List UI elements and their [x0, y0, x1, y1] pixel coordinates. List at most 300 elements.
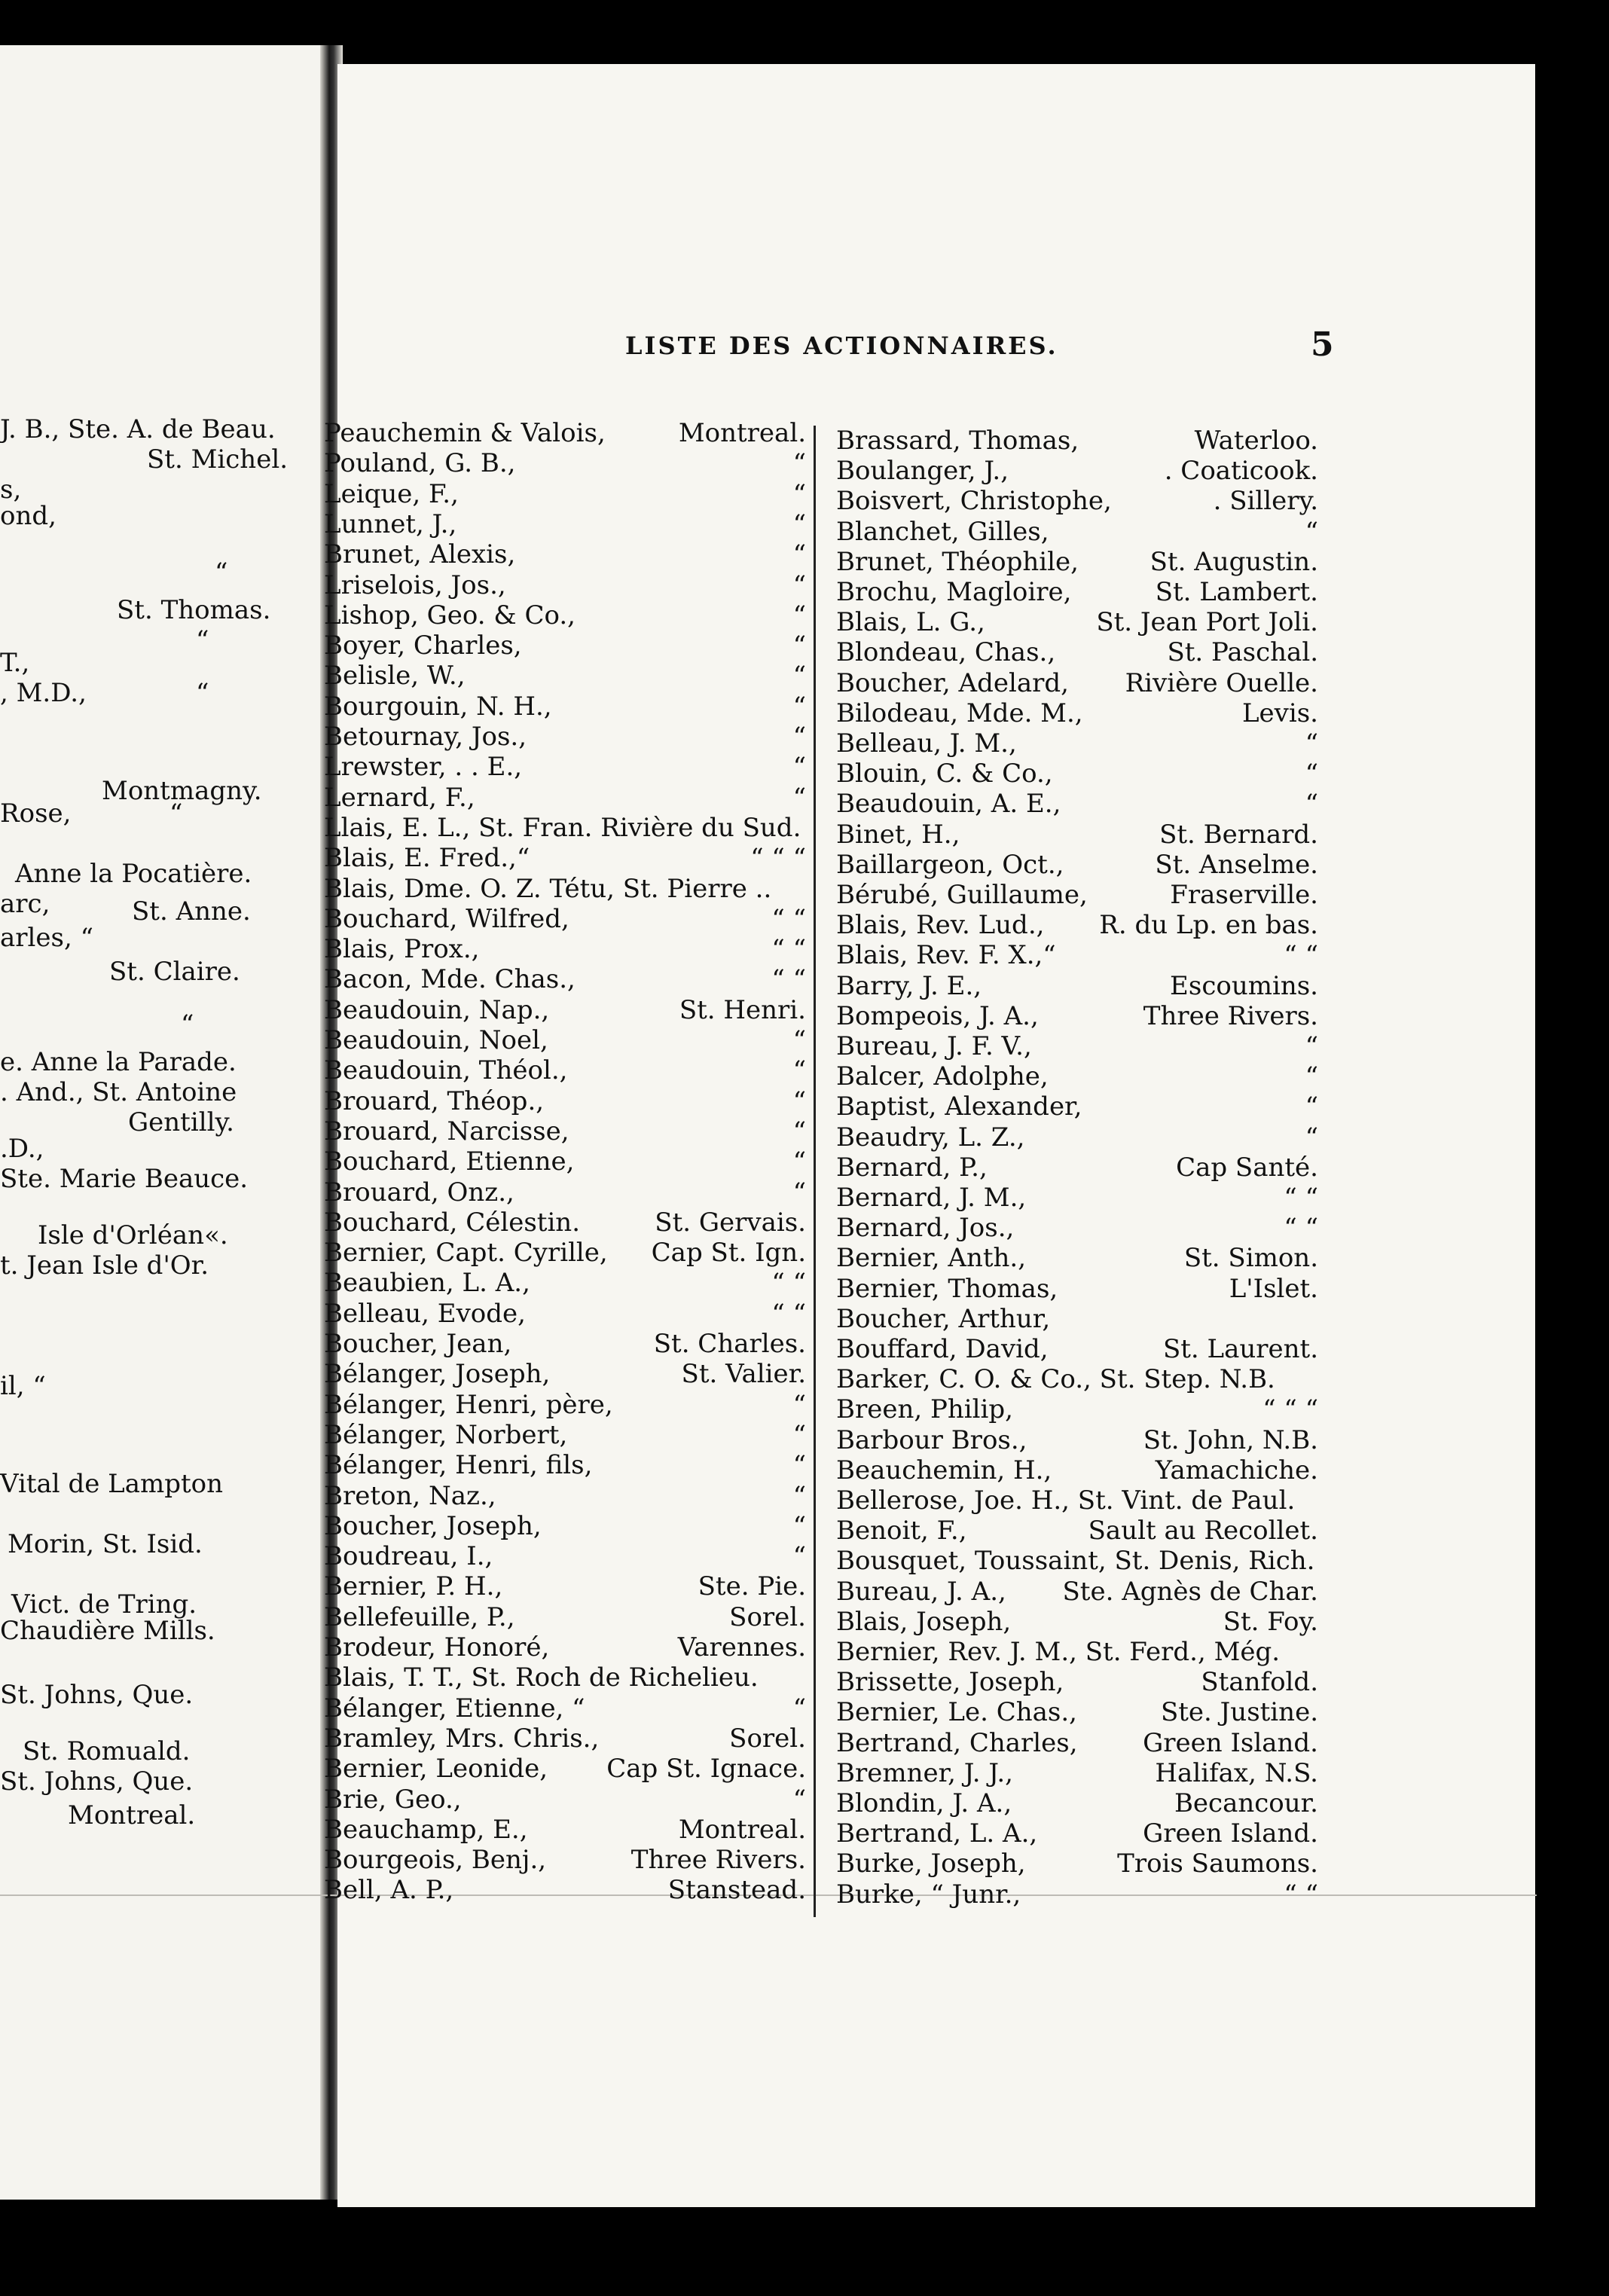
- shareholder-place: “ “: [1284, 940, 1318, 971]
- left-fragment-text: T.,: [0, 648, 30, 678]
- shareholder-name: Barbour Bros.,: [836, 1424, 1027, 1455]
- page-number: 5: [1311, 325, 1334, 364]
- shareholder-place: “ “: [771, 1268, 806, 1299]
- shareholder-entry: [836, 759, 1318, 789]
- shareholder-entry: [324, 1815, 806, 1845]
- shareholder-entry: [324, 539, 806, 569]
- shareholder-place: “ “: [771, 1298, 806, 1329]
- shareholder-name: Bertrand, L. A.,: [836, 1818, 1038, 1849]
- shareholder-entry: [836, 1274, 1318, 1304]
- shareholder-name: Bourgeois, Benj.,: [324, 1845, 547, 1876]
- shareholder-name: Barker, C. O. & Co., St. Step. N.B.: [836, 1364, 1275, 1395]
- shareholder-name: Brouard, Narcisse,: [324, 1116, 569, 1146]
- shareholder-place: Green Island.: [1143, 1727, 1318, 1758]
- shareholder-entry: [324, 874, 806, 904]
- shareholder-name: Bernier, Le. Chas.,: [836, 1697, 1077, 1728]
- shareholder-name: Llais, E. L., St. Fran. Rivière du Sud.: [324, 812, 801, 843]
- shareholder-place: “: [1305, 1092, 1318, 1122]
- shareholder-entry: [836, 456, 1318, 486]
- shareholder-place: Ste. Pie.: [698, 1571, 806, 1602]
- shareholder-entry: [324, 1208, 806, 1238]
- shareholder-entry: [324, 1299, 806, 1329]
- shareholder-name: Leique, F.,: [324, 478, 459, 509]
- shareholder-place: “: [792, 1450, 806, 1481]
- shareholder-place: Montreal.: [678, 1814, 806, 1845]
- shareholder-entry: [324, 1724, 806, 1754]
- shareholder-place: . Coaticook.: [1164, 456, 1318, 487]
- shareholder-place: St. Lambert.: [1155, 577, 1318, 607]
- shareholder-entry: [836, 1728, 1318, 1758]
- shareholder-place: St. Gervais.: [655, 1207, 806, 1238]
- shareholder-entry: [836, 517, 1318, 547]
- shareholder-name: Benoit, F.,: [836, 1516, 967, 1546]
- shareholder-name: Bélanger, Joseph,: [324, 1359, 551, 1390]
- shareholder-entry: [324, 1754, 806, 1784]
- shareholder-name: Beauchamp, E.,: [324, 1814, 528, 1845]
- left-fragment-text: ond,: [0, 501, 56, 531]
- shareholder-entry: [836, 668, 1318, 698]
- shareholder-place: . Sillery.: [1213, 486, 1318, 517]
- shareholder-place: “: [792, 630, 806, 661]
- left-fragment-text: St. Michel.: [147, 444, 288, 475]
- shareholder-place: “: [792, 448, 806, 479]
- shareholder-place: St. Bernard.: [1159, 819, 1318, 850]
- left-fragment-text: .D.,: [0, 1134, 44, 1164]
- shareholder-place: Waterloo.: [1194, 426, 1318, 456]
- shareholder-name: Bourgouin, N. H.,: [324, 691, 552, 722]
- shareholder-place: “: [1305, 516, 1318, 547]
- shareholder-name: Brochu, Magloire,: [836, 577, 1072, 607]
- shareholder-place: Trois Saumons.: [1117, 1849, 1318, 1879]
- shareholder-entry: [836, 1546, 1318, 1576]
- shareholder-name: Blouin, C. & Co.,: [836, 759, 1053, 789]
- shareholder-entry: [324, 783, 806, 813]
- shareholder-entry: [324, 1268, 806, 1298]
- left-fragment-text: Anne la Pocatière.: [15, 859, 252, 889]
- shareholder-entry: [836, 1092, 1318, 1122]
- shareholder-place: “ “: [1284, 1213, 1318, 1244]
- shareholder-name: Bernier, Capt. Cyrille,: [324, 1238, 608, 1269]
- shareholder-place: “: [792, 1419, 806, 1450]
- shareholder-place: “ “ “: [750, 843, 806, 874]
- shareholder-place: “ “: [771, 903, 806, 934]
- shareholder-entry: [324, 1390, 806, 1420]
- shareholder-entry: [324, 722, 806, 752]
- shareholder-name: Brouard, Théop.,: [324, 1085, 545, 1116]
- shareholder-entry: [324, 661, 806, 691]
- shareholder-name: Burke, Joseph,: [836, 1849, 1026, 1879]
- shareholder-entry: [836, 940, 1318, 970]
- shareholder-entry: [324, 1541, 806, 1571]
- shareholder-place: Cap St. Ignace.: [606, 1754, 806, 1785]
- shareholder-entry: [324, 479, 806, 509]
- left-fragment-text: St. Johns, Que.: [0, 1680, 194, 1710]
- shareholder-place: St. Charles.: [653, 1329, 806, 1359]
- shareholder-place: “: [792, 1480, 806, 1511]
- shareholder-name: Bernier, Anth.,: [836, 1243, 1027, 1274]
- left-fragment-text: St. Romuald.: [23, 1736, 191, 1766]
- shareholder-place: “: [792, 722, 806, 752]
- shareholder-name: Bacon, Mde. Chas.,: [324, 964, 576, 995]
- shareholder-name: Boucher, Joseph,: [324, 1510, 542, 1541]
- shareholder-name: Bureau, J. F. V.,: [836, 1031, 1032, 1061]
- shareholder-name: Bernard, J. M.,: [836, 1183, 1027, 1213]
- shareholder-name: Boulanger, J.,: [836, 456, 1009, 487]
- shareholder-entry: [836, 607, 1318, 637]
- shareholder-entry: [324, 1481, 806, 1511]
- shareholder-name: Bouchard, Célestin.: [324, 1207, 581, 1238]
- shareholder-place: St. Paschal.: [1167, 637, 1318, 668]
- shareholder-entry: [836, 1122, 1318, 1153]
- shareholder-name: Belisle, W.,: [324, 661, 466, 692]
- left-fragment-text: , M.D.,: [0, 678, 87, 708]
- shareholder-place: “: [792, 1510, 806, 1541]
- shareholder-entry: [324, 1359, 806, 1389]
- shareholder-entry: [324, 1177, 806, 1208]
- shareholder-name: Boucher, Arthur,: [836, 1303, 1051, 1334]
- shareholder-name: Betournay, Jos.,: [324, 722, 527, 752]
- shareholder-entry: [324, 995, 806, 1025]
- shareholder-name: Bernier, Leonide,: [324, 1754, 548, 1785]
- shareholder-entry: [836, 971, 1318, 1001]
- shareholder-name: Bompeois, J. A.,: [836, 1000, 1039, 1031]
- shareholder-place: “: [792, 1055, 806, 1086]
- shareholder-place: Levis.: [1241, 698, 1318, 728]
- shareholder-name: Bellefeuille, P.,: [324, 1601, 515, 1632]
- shareholder-entry: [324, 934, 806, 964]
- shareholder-name: Bélanger, Henri, père,: [324, 1389, 613, 1420]
- shareholder-place: L'Islet.: [1229, 1273, 1318, 1304]
- shareholder-name: Blais, Dme. O. Z. Tétu, St. Pierre ..: [324, 873, 772, 904]
- shareholder-entry: [324, 1329, 806, 1359]
- shareholder-name: Bramley, Mrs. Chris.,: [324, 1723, 600, 1754]
- shareholder-name: Belleau, J. M.,: [836, 728, 1017, 759]
- shareholder-name: Bremner, J. J.,: [836, 1757, 1013, 1788]
- shareholder-name: Bell, A. P.,: [324, 1875, 454, 1906]
- shareholder-name: Brouard, Onz.,: [324, 1177, 514, 1208]
- left-fragment-text: Chaudière Mills.: [0, 1616, 215, 1646]
- shareholder-name: Beaudouin, A. E.,: [836, 789, 1061, 820]
- shareholder-name: Lunnet, J.,: [324, 508, 457, 539]
- shareholder-entry: [836, 1849, 1318, 1879]
- shareholder-entry: [836, 1818, 1318, 1849]
- shareholder-place: Cap St. Ign.: [651, 1238, 806, 1269]
- left-fragment-text: St. Thomas.: [117, 595, 271, 625]
- shareholder-entry: [324, 1450, 806, 1480]
- shareholder-entry: [836, 1758, 1318, 1788]
- shareholder-entry: [836, 1153, 1318, 1183]
- left-fragment-text: J. B., Ste. A. de Beau.: [0, 414, 276, 444]
- shareholder-place: St. Laurent.: [1162, 1334, 1318, 1364]
- shareholder-name: Beaubien, L. A.,: [324, 1268, 530, 1299]
- shareholder-entry: [324, 509, 806, 539]
- shareholder-place: “: [792, 1784, 806, 1815]
- shareholder-name: Lernard, F.,: [324, 782, 475, 813]
- shareholder-entry: [836, 1031, 1318, 1061]
- shareholder-entry: [324, 1116, 806, 1146]
- left-fragment-text: arc,: [0, 889, 50, 919]
- shareholder-name: Bouffard, David,: [836, 1334, 1049, 1364]
- shareholder-entry: [324, 752, 806, 782]
- shareholder-place: “: [792, 691, 806, 722]
- shareholder-place: Cap Santé.: [1176, 1152, 1318, 1183]
- shareholder-place: Ste. Agnès de Char.: [1062, 1576, 1318, 1607]
- shareholder-place: Montreal.: [678, 418, 806, 448]
- shareholder-entry: [836, 1637, 1318, 1667]
- shareholder-place: “: [1305, 759, 1318, 789]
- shareholder-name: Pouland, G. B.,: [324, 448, 516, 479]
- shareholder-place: “: [792, 782, 806, 813]
- shareholder-entry: [836, 1213, 1318, 1243]
- left-fragment-text: “: [196, 678, 209, 708]
- shareholder-name: Blais, L. G.,: [836, 607, 985, 638]
- shareholder-name: Bertrand, Charles,: [836, 1727, 1078, 1758]
- left-fragment-text: Morin, St. Isid.: [8, 1529, 203, 1559]
- shareholder-name: Burke, “ Junr.,: [836, 1879, 1021, 1910]
- shareholder-entry: [836, 1304, 1318, 1334]
- left-fragment-text: Vict. de Tring.: [11, 1589, 197, 1620]
- shareholder-entry: [324, 1632, 806, 1662]
- shareholder-name: Bernier, Thomas,: [836, 1273, 1058, 1304]
- shareholder-name: Blais, Joseph,: [836, 1606, 1012, 1637]
- shareholder-entry: [836, 1667, 1318, 1697]
- shareholder-place: “: [1305, 728, 1318, 759]
- shareholder-place: Rivière Ouelle.: [1125, 667, 1318, 698]
- left-fragment-text: Montmagny.: [102, 776, 262, 806]
- shareholder-place: Ste. Justine.: [1160, 1697, 1318, 1728]
- shareholder-name: Bernier, Rev. J. M., St. Ferd., Még.: [836, 1637, 1281, 1667]
- shareholder-name: Beauchemin, H.,: [836, 1455, 1052, 1485]
- shareholder-entry: [836, 1061, 1318, 1092]
- shareholder-place: “: [792, 508, 806, 539]
- shareholder-entry: [836, 820, 1318, 850]
- shareholder-name: Brassard, Thomas,: [836, 426, 1079, 456]
- shareholder-name: Bouchard, Wilfred,: [324, 903, 569, 934]
- shareholder-entry: [836, 1697, 1318, 1727]
- left-fragment-text: St. Johns, Que.: [0, 1766, 194, 1797]
- shareholder-place: Becancour.: [1174, 1788, 1318, 1818]
- shareholder-place: “: [1305, 1031, 1318, 1061]
- shareholder-entry: [836, 698, 1318, 728]
- shareholder-entry: [836, 637, 1318, 667]
- shareholder-entry: [836, 880, 1318, 910]
- shareholder-name: Bouchard, Etienne,: [324, 1146, 575, 1177]
- shareholder-name: Balcer, Adolphe,: [836, 1061, 1049, 1092]
- shareholder-entry: [836, 1243, 1318, 1273]
- page-title: LISTE DES ACTIONNAIRES.: [625, 331, 1058, 360]
- shareholder-place: “: [792, 1177, 806, 1208]
- shareholder-place: “: [792, 1085, 806, 1116]
- shareholder-name: Beaudouin, Noel,: [324, 1025, 548, 1055]
- left-fragment-text: “: [181, 1009, 194, 1040]
- shareholder-entry: [836, 1183, 1318, 1213]
- shareholder-entry: [324, 1662, 806, 1693]
- shareholder-entry: [836, 728, 1318, 759]
- shareholder-name: Beaudry, L. Z.,: [836, 1122, 1025, 1153]
- shareholder-entry: [324, 843, 806, 873]
- left-fragment-text: Rose,: [0, 798, 72, 829]
- shareholder-name: Barry, J. E.,: [836, 970, 982, 1001]
- left-fragment-text: Vital de Lampton: [0, 1469, 224, 1499]
- shareholder-place: Three Rivers.: [630, 1845, 806, 1876]
- shareholder-place: “: [792, 600, 806, 630]
- shareholder-entry: [836, 1485, 1318, 1516]
- shareholder-entry: [324, 570, 806, 600]
- shareholder-name: Lrewster, . . E.,: [324, 752, 523, 783]
- shareholder-name: Blanchet, Gilles,: [836, 516, 1049, 547]
- shareholder-place: “: [792, 478, 806, 509]
- shareholder-place: “: [1305, 1122, 1318, 1153]
- shareholder-entry: [836, 1455, 1318, 1485]
- shareholder-name: Boisvert, Christophe,: [836, 486, 1112, 517]
- left-fragment-text: “: [196, 625, 209, 655]
- shareholder-name: Bernard, P.,: [836, 1152, 988, 1183]
- shareholder-place: St. Jean Port Joli.: [1096, 607, 1318, 638]
- left-fragment-text: t. Jean Isle d'Or.: [0, 1250, 209, 1281]
- left-fragment-text: il, “: [0, 1371, 46, 1401]
- shareholder-name: Belleau, Evode,: [324, 1298, 526, 1329]
- shareholder-place: Sorel.: [729, 1723, 806, 1754]
- shareholder-place: St. Henri.: [679, 994, 806, 1025]
- shareholder-entry: [324, 1055, 806, 1085]
- left-fragment-text: s,: [0, 475, 22, 505]
- shareholder-entry: [324, 1693, 806, 1724]
- shareholder-entry: [324, 600, 806, 630]
- shareholder-entry: [836, 1577, 1318, 1607]
- shareholder-entry: [324, 1025, 806, 1055]
- shareholder-name: Beaudouin, Nap.,: [324, 994, 550, 1025]
- shareholder-name: Bernier, P. H.,: [324, 1571, 503, 1602]
- column-divider: [814, 426, 816, 1917]
- shareholder-name: Boyer, Charles,: [324, 630, 522, 661]
- shareholder-place: “: [792, 1693, 806, 1724]
- shareholder-name: Breen, Philip,: [836, 1394, 1013, 1425]
- shareholder-name: Brodeur, Honoré,: [324, 1632, 550, 1662]
- shareholder-name: Blais, E. Fred.,“: [324, 843, 530, 874]
- shareholder-name: Blais, Rev. Lud.,: [836, 910, 1045, 941]
- shareholder-entry: [836, 1516, 1318, 1546]
- shareholder-name: Breton, Naz.,: [324, 1480, 496, 1511]
- shareholder-name: Baptist, Alexander,: [836, 1092, 1082, 1122]
- shareholder-place: St. Valier.: [681, 1359, 806, 1390]
- shareholder-entry: [836, 1425, 1318, 1455]
- shareholder-place: “ “ “: [1262, 1394, 1318, 1425]
- shareholder-place: “ “: [771, 934, 806, 965]
- shareholder-name: Lriselois, Jos.,: [324, 569, 506, 600]
- shareholder-entry: [324, 1785, 806, 1815]
- shareholder-entry: [324, 1571, 806, 1601]
- shareholder-place: “: [792, 1025, 806, 1055]
- shareholder-entry: [836, 910, 1318, 940]
- shareholder-entry: [836, 1001, 1318, 1031]
- shareholder-entry: [324, 904, 806, 934]
- shareholder-entry: [836, 486, 1318, 516]
- shareholder-place: Sault au Recollet.: [1088, 1516, 1318, 1546]
- shareholder-place: “: [792, 661, 806, 692]
- shareholder-entry: [324, 1602, 806, 1632]
- left-fragment-text: Montreal.: [68, 1800, 196, 1830]
- shareholder-place: Varennes.: [677, 1632, 806, 1662]
- shareholder-place: R. du Lp. en bas.: [1099, 910, 1318, 941]
- shareholder-name: Brie, Geo.,: [324, 1784, 462, 1815]
- shareholder-entry: [836, 789, 1318, 819]
- shareholder-place: “: [1305, 1061, 1318, 1092]
- left-fragment-text: e. Anne la Parade.: [0, 1047, 237, 1077]
- shareholder-entry: [836, 1879, 1318, 1910]
- shareholder-place: St. Simon.: [1183, 1243, 1318, 1274]
- shareholder-place: St. Foy.: [1223, 1606, 1318, 1637]
- shareholder-entry: [324, 692, 806, 722]
- left-fragment-text: St. Anne.: [132, 896, 251, 927]
- shareholder-name: Blais, T. T., St. Roch de Richelieu.: [324, 1662, 759, 1693]
- shareholder-place: Halifax, N.S.: [1155, 1757, 1318, 1788]
- shareholder-entry: [324, 964, 806, 994]
- shareholder-place: “: [792, 1541, 806, 1572]
- shareholder-entry: [324, 630, 806, 661]
- shareholder-name: Boudreau, I.,: [324, 1541, 493, 1572]
- left-fragment-text: “: [169, 798, 183, 829]
- shareholder-place: Sorel.: [729, 1601, 806, 1632]
- shareholder-place: St. Augustin.: [1150, 546, 1318, 577]
- shareholder-entry: [836, 1364, 1318, 1394]
- shareholder-entry: [836, 1394, 1318, 1424]
- shareholder-name: Boucher, Adelard,: [836, 667, 1069, 698]
- shareholder-entry: [324, 1420, 806, 1450]
- left-fragment-text: Isle d'Orléan«.: [38, 1220, 228, 1250]
- shareholder-place: “ “: [1284, 1879, 1318, 1910]
- shareholder-entry: [324, 1146, 806, 1177]
- shareholder-name: Bélanger, Etienne, “: [324, 1693, 585, 1724]
- shareholder-name: Bernard, Jos.,: [836, 1213, 1015, 1244]
- shareholder-entry: [836, 1788, 1318, 1818]
- left-fragment-text: St. Claire.: [109, 957, 240, 987]
- shareholder-name: Beaudouin, Théol.,: [324, 1055, 568, 1086]
- shareholder-entry: [324, 1086, 806, 1116]
- shareholder-entry: [836, 1334, 1318, 1364]
- shareholder-place: Yamachiche.: [1155, 1455, 1318, 1485]
- shareholder-name: Bérubé, Guillaume,: [836, 880, 1088, 910]
- shareholder-place: Three Rivers.: [1143, 1000, 1318, 1031]
- shareholder-name: Baillargeon, Oct.,: [836, 849, 1064, 880]
- shareholder-place: “: [792, 569, 806, 600]
- shareholder-name: Blais, Prox.,: [324, 934, 480, 965]
- shareholder-name: Blondeau, Chas.,: [836, 637, 1056, 668]
- shareholder-name: Blais, Rev. F. X.,“: [836, 940, 1056, 971]
- shareholder-name: Bilodeau, Mde. M.,: [836, 698, 1083, 728]
- shareholder-place: St. John, N.B.: [1143, 1424, 1318, 1455]
- left-fragment-text: . And., St. Antoine: [0, 1077, 237, 1107]
- left-fragment-text: Ste. Marie Beauce.: [0, 1164, 249, 1194]
- shareholder-entry: [324, 1238, 806, 1268]
- shareholder-name: Brunet, Théophile,: [836, 546, 1079, 577]
- shareholder-name: Bellerose, Joe. H., St. Vint. de Paul.: [836, 1485, 1296, 1516]
- shareholder-entry: [324, 418, 806, 448]
- shareholder-name: Bélanger, Henri, fils,: [324, 1450, 593, 1481]
- left-fragment-text: arles, “: [0, 923, 93, 953]
- shareholder-name: Binet, H.,: [836, 819, 960, 850]
- shareholder-entry: [324, 1875, 806, 1905]
- shareholder-name: Lishop, Geo. & Co.,: [324, 600, 576, 630]
- shareholder-place: “ “: [771, 964, 806, 995]
- shareholder-place: Green Island.: [1143, 1818, 1318, 1849]
- shareholder-entry: [836, 850, 1318, 880]
- left-fragment-text: Gentilly.: [128, 1107, 234, 1137]
- shareholder-entry: [836, 547, 1318, 577]
- shareholder-place: “ “: [1284, 1183, 1318, 1213]
- left-fragment-text: “: [215, 557, 228, 588]
- shareholder-entry: [324, 813, 806, 843]
- shareholder-place: “: [792, 752, 806, 783]
